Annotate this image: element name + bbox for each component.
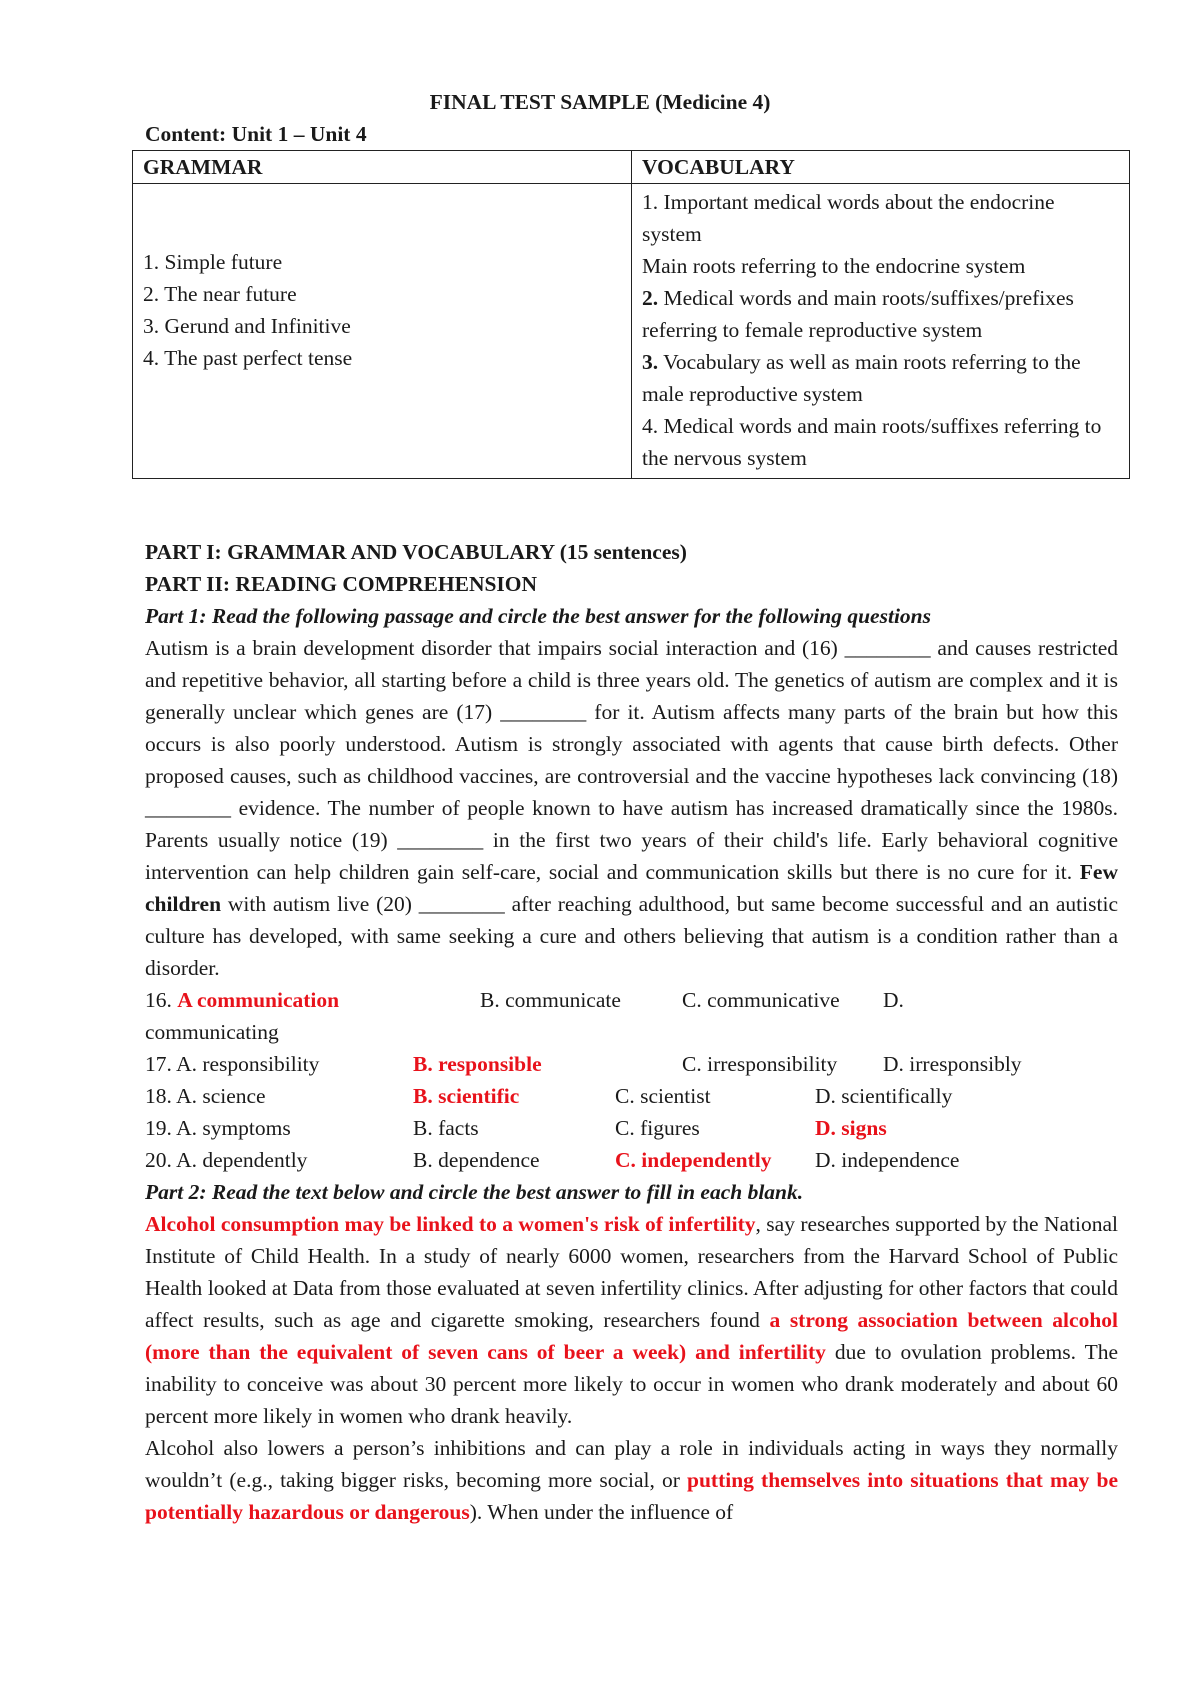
question-20 [145, 1144, 1118, 1176]
reading-2-paragraph-1 [145, 1208, 1118, 1432]
option-17-a[interactable]: 17. A. responsibility [145, 1052, 320, 1076]
vocab-number: 3. [642, 350, 659, 374]
grammar-item: 3. Gerund and Infinitive [143, 314, 351, 338]
option-20-d[interactable]: D. independence [815, 1148, 960, 1172]
option-16-c[interactable]: C. communicative [682, 988, 840, 1012]
highlighted-text: Alcohol consumption may be linked to a women's risk of infertility [145, 1212, 756, 1236]
answer-18[interactable]: B. scientific [413, 1084, 520, 1108]
question-17 [145, 1048, 1118, 1080]
option-20-a[interactable]: 20. A. dependently [145, 1148, 308, 1172]
page-title: FINAL TEST SAMPLE (Medicine 4) [429, 90, 771, 114]
part-1-heading: PART I: GRAMMAR AND VOCABULARY (15 sentences) [145, 540, 687, 564]
answer-16: A communication [177, 988, 340, 1012]
option-19-b[interactable]: B. facts [413, 1116, 479, 1140]
option-18-a[interactable]: 18. A. science [145, 1084, 266, 1108]
grammar-item: 4. The past perfect tense [143, 346, 353, 370]
passage-text: Autism is a brain development disorder that impairs social interaction and (16) ________ and causes restricted and repetitive behavior, all starting before a child is three years old. The genetics of autism are complex and it is generally unclear which genes are (17) ________ for it. Autism affects many parts of the brain but how this occurs is also poorly understood. Autism is strongly associated with agents that cause birth defects. Other proposed causes, such as childhood vaccines, are controversial and the vaccine hypotheses lack convincing (18) ________ evidence. The number of people known to have autism has increased dramatically since the 1980s. Parents usually notice (19) ________ in the first two years of their child's life. Early behavioral cognitive intervention can help children gain self-care, social and communication skills but there is no cure for it. [145, 636, 1118, 884]
part-2-heading: PART II: READING COMPREHENSION [145, 572, 538, 596]
option-18-d[interactable]: D. scientifically [815, 1084, 953, 1108]
highlighted-text: a strong association between alcohol (more than the equivalent of seven cans of beer a week) and infertility [145, 1308, 1119, 1364]
option-19-c[interactable]: C. figures [615, 1116, 700, 1140]
passage-text-end: with autism live (20) ________ after reaching adulthood, but same become successful and an autistic culture has developed, with same seeking a cure and others believing that autism is a condition rather than a disorder. [145, 892, 1118, 980]
answer-20[interactable]: C. independently [615, 1148, 772, 1172]
reading-2-instruction: Part 2: Read the text below and circle the best answer to fill in each blank. [145, 1180, 804, 1204]
option-16-b[interactable]: B. communicate [480, 988, 621, 1012]
vocab-item-2 [642, 282, 1119, 346]
option-17-c[interactable]: C. irresponsibility [682, 1052, 838, 1076]
vocab-item-4: 4. Medical words and main roots/suffixes referring to the nervous system [642, 414, 1102, 470]
passage-text: , say researches supported by the National Institute of Child Health. In a study of nearly 6000 women, researchers from the Harvard School of Public Health looked at Data from those evaluated at seven infertility clinics. After adjusting for other factors that could affect results, such as age and cigarette smoking, researchers found [145, 1212, 1118, 1332]
option-19-a[interactable]: 19. A. symptoms [145, 1116, 291, 1140]
content-scope: Content: Unit 1 – Unit 4 [145, 122, 367, 146]
reading-1-instruction: Part 1: Read the following passage and circle the best answer for the following questions [145, 604, 931, 628]
question-18 [145, 1080, 1118, 1112]
vocabulary-cell [632, 184, 1130, 479]
option-16-d[interactable]: communicating [145, 1020, 279, 1044]
answer-19[interactable]: D. signs [815, 1116, 887, 1140]
test-body [145, 536, 1118, 1528]
vocab-text: Vocabulary as well as main roots referring to the male reproductive system [642, 350, 1081, 406]
reading-1-passage [145, 632, 1118, 984]
vocab-item-1: 1. Important medical words about the endocrine system [642, 190, 1055, 246]
question-19 [145, 1112, 1118, 1144]
vocab-text: Medical words and main roots/suffixes/prefixes referring to female reproductive system [642, 286, 1074, 342]
option-16-d-prefix: D. [883, 988, 904, 1012]
passage-bold-text: Few children [145, 860, 1118, 916]
highlighted-text: putting themselves into situations that may be potentially hazardous or dangerous [145, 1468, 1118, 1524]
passage-text: Alcohol also lowers a person’s inhibitions and can play a role in individuals acting in ways they normally wouldn’t (e.g., taking bigger risks, becoming more social, or [145, 1436, 1118, 1492]
grammar-item: 1. Simple future [143, 250, 283, 274]
syllabus-table [132, 150, 1130, 479]
grammar-header: GRAMMAR [133, 151, 632, 184]
vocabulary-header: VOCABULARY [632, 151, 1130, 184]
passage-text: due to ovulation problems. The inability to conceive was about 30 percent more likely to occur in women who drank moderately and about 60 percent more likely in women who drank heavily. [145, 1340, 1118, 1428]
vocab-item-3 [642, 346, 1119, 410]
vocab-number: 2. [642, 286, 659, 310]
vocab-item-1b: Main roots referring to the endocrine system [642, 254, 1026, 278]
answer-17[interactable]: B. responsible [413, 1052, 542, 1076]
option-18-c[interactable]: C. scientist [615, 1084, 711, 1108]
passage-text: ). When under the influence of [469, 1500, 734, 1524]
table-header-row [133, 151, 1130, 184]
grammar-item: 2. The near future [143, 282, 297, 306]
grammar-cell [133, 184, 632, 479]
option-16-a[interactable] [145, 984, 339, 1016]
option-20-b[interactable]: B. dependence [413, 1148, 540, 1172]
table-body-row [133, 184, 1130, 479]
question-number: 16. [145, 988, 178, 1012]
question-16 [145, 984, 1118, 1048]
reading-2-paragraph-2 [145, 1432, 1118, 1528]
option-17-d[interactable]: D. irresponsibly [883, 1052, 1022, 1076]
